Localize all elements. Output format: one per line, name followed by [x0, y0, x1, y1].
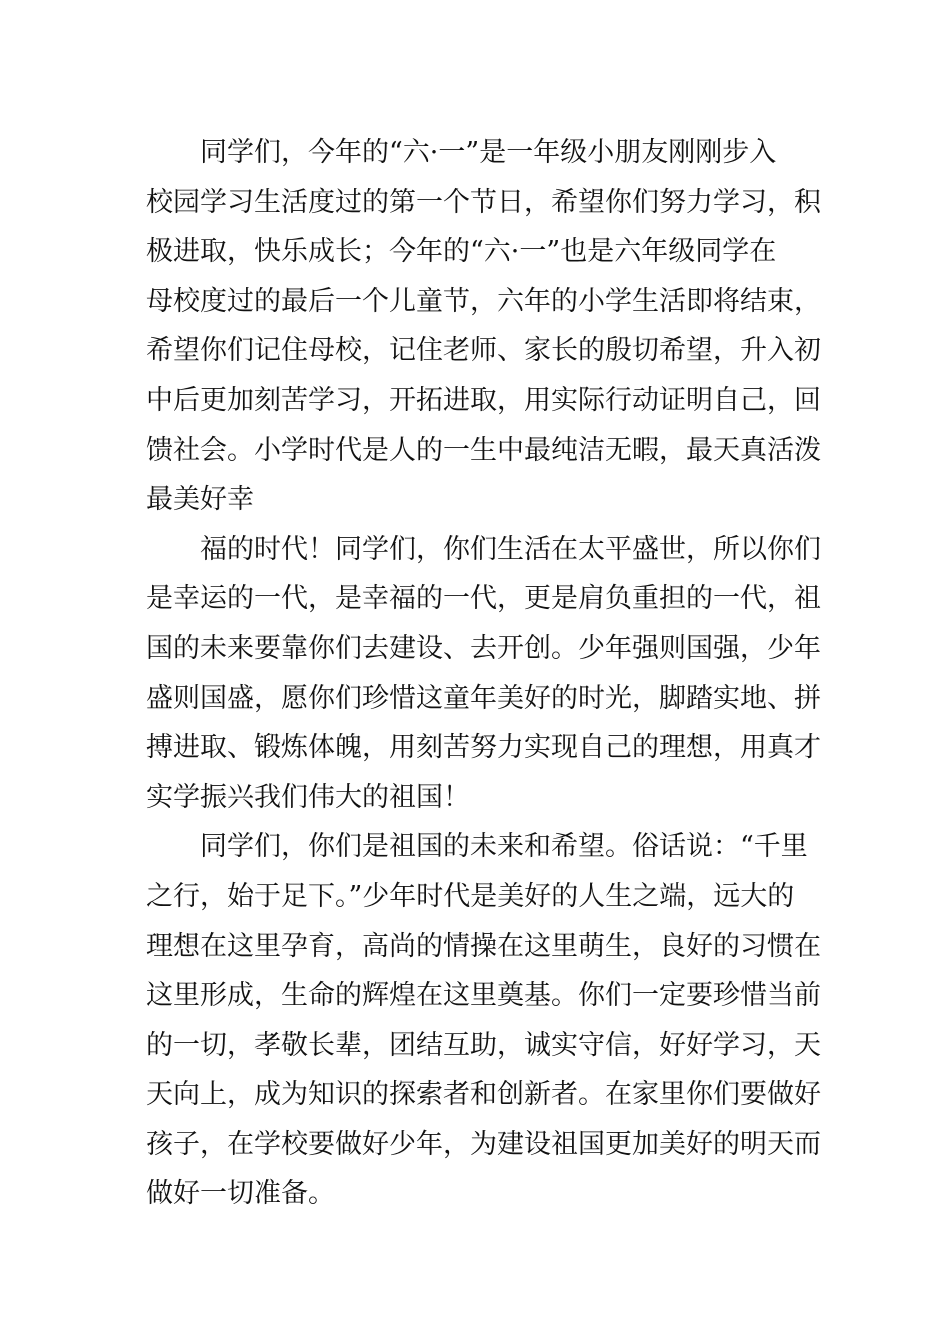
paragraph-line: 校园学习生活度过的第一个节日，希望你们努力学习，积 — [146, 186, 821, 218]
paragraph-line: 理想在这里孕育，高尚的情操在这里萌生，良好的习惯在 — [146, 930, 821, 962]
paragraph-line: 最美好幸 — [146, 484, 254, 516]
paragraph-line: 母校度过的最后一个儿童节，六年的小学生活即将结束， — [146, 285, 821, 317]
paragraph-line: 国的未来要靠你们去建设、去开创。少年强则国强，少年 — [146, 632, 821, 664]
paragraph-line: 孩子，在学校要做好少年，为建设祖国更加美好的明天而 — [146, 1128, 821, 1160]
paragraph-line: 同学们，你们是祖国的未来和希望。俗话说：“千里 — [200, 831, 808, 863]
paragraph-3 — [146, 822, 821, 1219]
paragraph-line: 的一切，孝敬长辈，团结互助，诚实守信，好好学习，天 — [146, 1029, 821, 1061]
paragraph-line: 做好一切准备。 — [146, 1178, 335, 1210]
paragraph-1 — [146, 128, 821, 525]
paragraph-line: 极进取，快乐成长；今年的“六·一”也是六年级同学在 — [146, 236, 777, 268]
paragraph-line: 是幸运的一代，是幸福的一代，更是肩负重担的一代，祖 — [146, 583, 821, 615]
paragraph-line: 这里形成，生命的辉煌在这里奠基。你们一定要珍惜当前 — [146, 980, 821, 1012]
paragraph-2 — [146, 525, 821, 823]
paragraph-line: 之行，始于足下。”少年时代是美好的人生之端，远大的 — [146, 880, 795, 912]
paragraph-line: 天向上，成为知识的探索者和创新者。在家里你们要做好 — [146, 1079, 821, 1111]
paragraph-line: 福的时代！同学们，你们生活在太平盛世，所以你们 — [200, 533, 821, 565]
paragraph-line: 搏进取、锻炼体魄，用刻苦努力实现自己的理想，用真才 — [146, 732, 821, 764]
paragraph-line: 实学振兴我们伟大的祖国！ — [146, 781, 470, 813]
document-body — [146, 128, 821, 1219]
paragraph-line: 中后更加刻苦学习，开拓进取，用实际行动证明自己，回 — [146, 384, 821, 416]
paragraph-line: 馈社会。小学时代是人的一生中最纯洁无暇，最天真活泼 — [146, 434, 821, 466]
paragraph-line: 希望你们记住母校，记住老师、家长的殷切希望，升入初 — [146, 335, 821, 367]
paragraph-line: 同学们，今年的“六·一”是一年级小朋友刚刚步入 — [200, 137, 777, 168]
paragraph-line: 盛则国盛，愿你们珍惜这童年美好的时光，脚踏实地、拼 — [146, 682, 821, 714]
